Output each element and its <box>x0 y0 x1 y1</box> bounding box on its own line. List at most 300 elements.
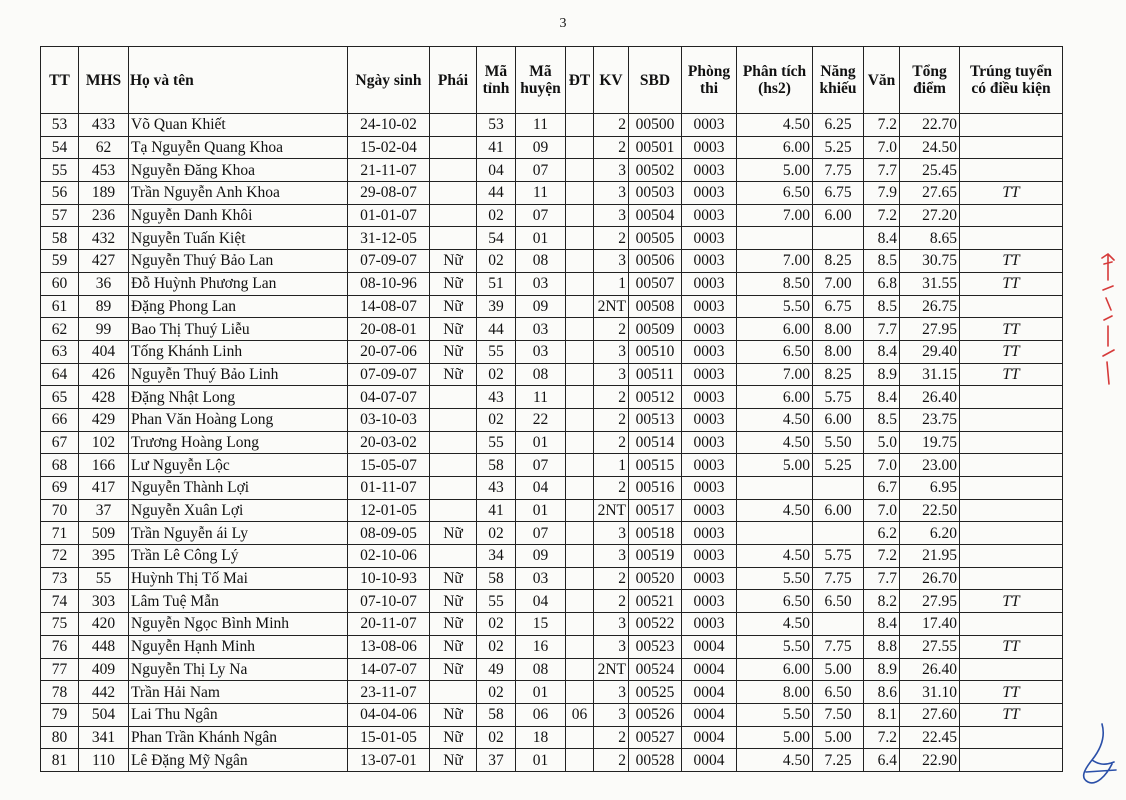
cell-kv: 2NT <box>594 658 629 681</box>
cell-sbd: 00509 <box>629 318 682 341</box>
cell-analysis: 4.50 <box>737 545 813 568</box>
table-row <box>41 114 1063 137</box>
cell-room: 0003 <box>682 227 737 250</box>
cell-total: 22.70 <box>900 114 960 137</box>
cell-aptitude <box>813 227 864 250</box>
cell-gender: Nữ <box>430 272 477 295</box>
cell-tt: 66 <box>41 408 79 431</box>
cell-room: 0003 <box>682 477 737 500</box>
cell-total: 19.75 <box>900 431 960 454</box>
cell-tt: 79 <box>41 703 79 726</box>
cell-literature: 8.2 <box>864 590 900 613</box>
cell-admission <box>960 749 1063 772</box>
cell-dob: 15-05-07 <box>348 454 430 477</box>
cell-aptitude: 7.75 <box>813 159 864 182</box>
cell-sbd: 00511 <box>629 363 682 386</box>
cell-admission <box>960 454 1063 477</box>
cell-literature: 7.7 <box>864 567 900 590</box>
cell-kv: 2 <box>594 318 629 341</box>
cell-aptitude: 6.00 <box>813 204 864 227</box>
cell-aptitude: 5.75 <box>813 386 864 409</box>
cell-analysis: 4.50 <box>737 613 813 636</box>
cell-gender: Nữ <box>430 749 477 772</box>
cell-dob: 07-09-07 <box>348 363 430 386</box>
cell-tt: 54 <box>41 136 79 159</box>
cell-room: 0003 <box>682 250 737 273</box>
cell-admission: TT <box>960 250 1063 273</box>
cell-sbd: 00502 <box>629 159 682 182</box>
cell-name: Nguyễn Tuấn Kiệt <box>129 227 348 250</box>
cell-total: 22.90 <box>900 749 960 772</box>
cell-dt <box>566 454 594 477</box>
cell-admission: TT <box>960 363 1063 386</box>
table-row <box>41 681 1063 704</box>
table-row <box>41 204 1063 227</box>
table-row <box>41 545 1063 568</box>
cell-name: Nguyễn Xuân Lợi <box>129 499 348 522</box>
cell-sbd: 00501 <box>629 136 682 159</box>
cell-name: Phan Trần Khánh Ngân <box>129 726 348 749</box>
cell-sbd: 00507 <box>629 272 682 295</box>
header-cell: MHS <box>79 47 129 114</box>
cell-literature: 6.4 <box>864 749 900 772</box>
cell-mhs: 420 <box>79 613 129 636</box>
cell-dob: 07-10-07 <box>348 590 430 613</box>
cell-literature: 6.7 <box>864 477 900 500</box>
cell-tt: 72 <box>41 545 79 568</box>
table-row <box>41 318 1063 341</box>
cell-district-code: 01 <box>516 749 566 772</box>
cell-analysis: 6.00 <box>737 136 813 159</box>
cell-province-code: 58 <box>477 567 516 590</box>
cell-kv: 3 <box>594 340 629 363</box>
cell-dt <box>566 318 594 341</box>
cell-sbd: 00514 <box>629 431 682 454</box>
cell-literature: 7.0 <box>864 454 900 477</box>
cell-tt: 61 <box>41 295 79 318</box>
cell-province-code: 44 <box>477 318 516 341</box>
cell-province-code: 58 <box>477 703 516 726</box>
cell-dt <box>566 159 594 182</box>
cell-gender: Nữ <box>430 340 477 363</box>
cell-room: 0003 <box>682 613 737 636</box>
cell-room: 0003 <box>682 545 737 568</box>
cell-sbd: 00513 <box>629 408 682 431</box>
cell-aptitude <box>813 613 864 636</box>
header-cell: Trúng tuyển có điều kiện <box>960 47 1063 114</box>
cell-total: 6.20 <box>900 522 960 545</box>
cell-dt <box>566 272 594 295</box>
cell-total: 26.70 <box>900 567 960 590</box>
cell-province-code: 04 <box>477 159 516 182</box>
cell-total: 31.55 <box>900 272 960 295</box>
cell-district-code: 07 <box>516 159 566 182</box>
cell-literature: 7.2 <box>864 726 900 749</box>
cell-analysis: 7.00 <box>737 250 813 273</box>
cell-sbd: 00512 <box>629 386 682 409</box>
cell-gender: Nữ <box>430 726 477 749</box>
table-row <box>41 227 1063 250</box>
cell-literature: 7.2 <box>864 545 900 568</box>
cell-aptitude <box>813 522 864 545</box>
cell-province-code: 39 <box>477 295 516 318</box>
cell-name: Lâm Tuệ Mẫn <box>129 590 348 613</box>
cell-sbd: 00503 <box>629 182 682 205</box>
cell-admission <box>960 431 1063 454</box>
cell-dob: 31-12-05 <box>348 227 430 250</box>
cell-room: 0003 <box>682 340 737 363</box>
table-row <box>41 431 1063 454</box>
cell-gender: Nữ <box>430 522 477 545</box>
cell-tt: 65 <box>41 386 79 409</box>
cell-sbd: 00526 <box>629 703 682 726</box>
table-row <box>41 340 1063 363</box>
cell-mhs: 55 <box>79 567 129 590</box>
cell-mhs: 189 <box>79 182 129 205</box>
header-cell: Ngày sinh <box>348 47 430 114</box>
cell-literature: 8.4 <box>864 227 900 250</box>
cell-tt: 80 <box>41 726 79 749</box>
cell-dt <box>566 250 594 273</box>
cell-admission <box>960 204 1063 227</box>
cell-dob: 07-09-07 <box>348 250 430 273</box>
cell-mhs: 404 <box>79 340 129 363</box>
cell-district-code: 11 <box>516 114 566 137</box>
cell-admission: TT <box>960 703 1063 726</box>
cell-kv: 3 <box>594 250 629 273</box>
table-row <box>41 499 1063 522</box>
cell-tt: 63 <box>41 340 79 363</box>
cell-total: 26.40 <box>900 658 960 681</box>
cell-aptitude: 7.00 <box>813 272 864 295</box>
cell-room: 0003 <box>682 408 737 431</box>
cell-mhs: 504 <box>79 703 129 726</box>
cell-dt <box>566 658 594 681</box>
cell-province-code: 49 <box>477 658 516 681</box>
cell-sbd: 00505 <box>629 227 682 250</box>
cell-analysis: 6.50 <box>737 590 813 613</box>
cell-province-code: 02 <box>477 681 516 704</box>
cell-name: Lê Đặng Mỹ Ngân <box>129 749 348 772</box>
cell-analysis: 6.00 <box>737 386 813 409</box>
cell-dt <box>566 295 594 318</box>
cell-admission: TT <box>960 590 1063 613</box>
cell-analysis: 5.00 <box>737 159 813 182</box>
cell-district-code: 09 <box>516 545 566 568</box>
cell-sbd: 00517 <box>629 499 682 522</box>
cell-literature: 8.4 <box>864 340 900 363</box>
cell-gender: Nữ <box>430 250 477 273</box>
cell-room: 0003 <box>682 363 737 386</box>
cell-room: 0003 <box>682 318 737 341</box>
cell-analysis: 5.50 <box>737 635 813 658</box>
cell-room: 0003 <box>682 567 737 590</box>
cell-aptitude: 5.50 <box>813 431 864 454</box>
cell-kv: 3 <box>594 522 629 545</box>
cell-admission: TT <box>960 272 1063 295</box>
cell-dt <box>566 567 594 590</box>
cell-province-code: 02 <box>477 363 516 386</box>
cell-kv: 2 <box>594 590 629 613</box>
cell-district-code: 09 <box>516 295 566 318</box>
cell-admission: TT <box>960 635 1063 658</box>
cell-total: 27.60 <box>900 703 960 726</box>
cell-province-code: 02 <box>477 613 516 636</box>
cell-total: 22.45 <box>900 726 960 749</box>
cell-total: 27.65 <box>900 182 960 205</box>
cell-mhs: 236 <box>79 204 129 227</box>
cell-district-code: 03 <box>516 272 566 295</box>
cell-total: 30.75 <box>900 250 960 273</box>
cell-dob: 04-07-07 <box>348 386 430 409</box>
cell-mhs: 453 <box>79 159 129 182</box>
cell-gender <box>430 454 477 477</box>
cell-dob: 20-07-06 <box>348 340 430 363</box>
cell-literature: 7.7 <box>864 159 900 182</box>
cell-literature: 8.5 <box>864 408 900 431</box>
cell-literature: 7.2 <box>864 204 900 227</box>
cell-mhs: 36 <box>79 272 129 295</box>
cell-name: Nguyễn Thị Ly Na <box>129 658 348 681</box>
cell-district-code: 18 <box>516 726 566 749</box>
cell-analysis: 6.50 <box>737 340 813 363</box>
cell-aptitude: 8.00 <box>813 318 864 341</box>
cell-room: 0003 <box>682 386 737 409</box>
cell-aptitude: 5.00 <box>813 726 864 749</box>
cell-name: Trần Nguyễn ái Ly <box>129 522 348 545</box>
cell-total: 27.95 <box>900 318 960 341</box>
header-cell: SBD <box>629 47 682 114</box>
cell-province-code: 02 <box>477 408 516 431</box>
cell-room: 0004 <box>682 749 737 772</box>
cell-name: Trần Lê Công Lý <box>129 545 348 568</box>
cell-province-code: 54 <box>477 227 516 250</box>
table-row <box>41 250 1063 273</box>
cell-aptitude: 8.25 <box>813 363 864 386</box>
cell-gender: Nữ <box>430 658 477 681</box>
cell-kv: 3 <box>594 545 629 568</box>
cell-tt: 81 <box>41 749 79 772</box>
cell-district-code: 08 <box>516 250 566 273</box>
cell-dob: 20-03-02 <box>348 431 430 454</box>
cell-dt <box>566 613 594 636</box>
cell-analysis: 5.50 <box>737 567 813 590</box>
table-row <box>41 136 1063 159</box>
signature-mark <box>1062 720 1122 790</box>
cell-dob: 23-11-07 <box>348 681 430 704</box>
cell-admission <box>960 613 1063 636</box>
cell-admission <box>960 227 1063 250</box>
cell-mhs: 433 <box>79 114 129 137</box>
cell-tt: 77 <box>41 658 79 681</box>
cell-room: 0003 <box>682 136 737 159</box>
cell-name: Tạ Nguyễn Quang Khoa <box>129 136 348 159</box>
cell-literature: 7.2 <box>864 114 900 137</box>
cell-room: 0004 <box>682 703 737 726</box>
cell-name: Đặng Nhật Long <box>129 386 348 409</box>
cell-gender <box>430 114 477 137</box>
cell-admission <box>960 114 1063 137</box>
header-cell: Tổng điểm <box>900 47 960 114</box>
cell-dt <box>566 182 594 205</box>
cell-dob: 03-10-03 <box>348 408 430 431</box>
cell-district-code: 07 <box>516 522 566 545</box>
cell-tt: 71 <box>41 522 79 545</box>
header-cell: ĐT <box>566 47 594 114</box>
cell-kv: 3 <box>594 159 629 182</box>
cell-dt <box>566 726 594 749</box>
cell-province-code: 34 <box>477 545 516 568</box>
cell-district-code: 22 <box>516 408 566 431</box>
cell-dob: 10-10-93 <box>348 567 430 590</box>
cell-name: Nguyễn Thuý Bảo Linh <box>129 363 348 386</box>
cell-total: 25.45 <box>900 159 960 182</box>
cell-sbd: 00519 <box>629 545 682 568</box>
cell-aptitude: 7.75 <box>813 635 864 658</box>
cell-district-code: 09 <box>516 136 566 159</box>
cell-dob: 29-08-07 <box>348 182 430 205</box>
cell-aptitude: 8.25 <box>813 250 864 273</box>
cell-analysis: 8.50 <box>737 272 813 295</box>
cell-province-code: 02 <box>477 635 516 658</box>
cell-dt <box>566 590 594 613</box>
cell-province-code: 41 <box>477 136 516 159</box>
cell-gender <box>430 545 477 568</box>
cell-aptitude: 6.50 <box>813 681 864 704</box>
cell-district-code: 01 <box>516 227 566 250</box>
cell-aptitude: 5.75 <box>813 545 864 568</box>
cell-gender: Nữ <box>430 635 477 658</box>
cell-dt <box>566 499 594 522</box>
cell-admission <box>960 726 1063 749</box>
cell-gender <box>430 408 477 431</box>
cell-dob: 24-10-02 <box>348 114 430 137</box>
cell-kv: 2 <box>594 114 629 137</box>
cell-dt <box>566 545 594 568</box>
cell-mhs: 429 <box>79 408 129 431</box>
cell-tt: 56 <box>41 182 79 205</box>
cell-dob: 14-08-07 <box>348 295 430 318</box>
cell-district-code: 08 <box>516 658 566 681</box>
cell-province-code: 43 <box>477 386 516 409</box>
cell-literature: 8.9 <box>864 363 900 386</box>
cell-tt: 58 <box>41 227 79 250</box>
cell-gender <box>430 431 477 454</box>
cell-total: 22.50 <box>900 499 960 522</box>
header-cell: KV <box>594 47 629 114</box>
cell-dt <box>566 749 594 772</box>
cell-total: 23.00 <box>900 454 960 477</box>
cell-name: Nguyễn Danh Khôi <box>129 204 348 227</box>
cell-province-code: 02 <box>477 250 516 273</box>
cell-province-code: 41 <box>477 499 516 522</box>
cell-room: 0003 <box>682 295 737 318</box>
cell-room: 0003 <box>682 272 737 295</box>
cell-gender: Nữ <box>430 318 477 341</box>
cell-kv: 2 <box>594 227 629 250</box>
cell-kv: 3 <box>594 681 629 704</box>
cell-total: 31.15 <box>900 363 960 386</box>
cell-total: 8.65 <box>900 227 960 250</box>
cell-mhs: 303 <box>79 590 129 613</box>
cell-tt: 55 <box>41 159 79 182</box>
cell-admission <box>960 658 1063 681</box>
cell-district-code: 04 <box>516 590 566 613</box>
cell-tt: 68 <box>41 454 79 477</box>
cell-province-code: 51 <box>477 272 516 295</box>
cell-district-code: 07 <box>516 204 566 227</box>
cell-tt: 78 <box>41 681 79 704</box>
cell-province-code: 55 <box>477 590 516 613</box>
cell-analysis <box>737 227 813 250</box>
cell-tt: 59 <box>41 250 79 273</box>
cell-literature: 8.5 <box>864 250 900 273</box>
cell-name: Đặng Phong Lan <box>129 295 348 318</box>
cell-dob: 15-01-05 <box>348 726 430 749</box>
cell-analysis: 4.50 <box>737 749 813 772</box>
cell-province-code: 37 <box>477 749 516 772</box>
header-cell: Mã huyện <box>516 47 566 114</box>
cell-sbd: 00520 <box>629 567 682 590</box>
cell-analysis: 6.50 <box>737 182 813 205</box>
cell-mhs: 62 <box>79 136 129 159</box>
cell-dt <box>566 522 594 545</box>
cell-kv: 2 <box>594 749 629 772</box>
cell-name: Lai Thu Ngân <box>129 703 348 726</box>
cell-admission <box>960 136 1063 159</box>
cell-district-code: 11 <box>516 386 566 409</box>
cell-dob: 12-01-05 <box>348 499 430 522</box>
cell-literature: 8.5 <box>864 295 900 318</box>
table-row <box>41 182 1063 205</box>
cell-dt <box>566 363 594 386</box>
cell-kv: 2NT <box>594 295 629 318</box>
table-row <box>41 386 1063 409</box>
cell-mhs: 426 <box>79 363 129 386</box>
cell-sbd: 00506 <box>629 250 682 273</box>
cell-admission <box>960 545 1063 568</box>
header-row <box>41 47 1063 114</box>
cell-gender <box>430 499 477 522</box>
cell-mhs: 341 <box>79 726 129 749</box>
cell-literature: 8.9 <box>864 658 900 681</box>
cell-aptitude <box>813 477 864 500</box>
cell-province-code: 02 <box>477 522 516 545</box>
cell-kv: 1 <box>594 454 629 477</box>
cell-analysis <box>737 477 813 500</box>
cell-room: 0003 <box>682 454 737 477</box>
cell-aptitude: 6.50 <box>813 590 864 613</box>
cell-gender <box>430 204 477 227</box>
cell-analysis <box>737 522 813 545</box>
cell-province-code: 58 <box>477 454 516 477</box>
cell-dt <box>566 681 594 704</box>
cell-mhs: 166 <box>79 454 129 477</box>
cell-aptitude: 6.00 <box>813 408 864 431</box>
cell-dob: 01-01-07 <box>348 204 430 227</box>
cell-sbd: 00504 <box>629 204 682 227</box>
cell-room: 0003 <box>682 159 737 182</box>
cell-literature: 7.7 <box>864 318 900 341</box>
table-row <box>41 726 1063 749</box>
cell-admission <box>960 499 1063 522</box>
header-cell: Phân tích (hs2) <box>737 47 813 114</box>
cell-room: 0003 <box>682 499 737 522</box>
cell-name: Tống Khánh Linh <box>129 340 348 363</box>
cell-district-code: 07 <box>516 454 566 477</box>
table-row <box>41 590 1063 613</box>
cell-sbd: 00525 <box>629 681 682 704</box>
